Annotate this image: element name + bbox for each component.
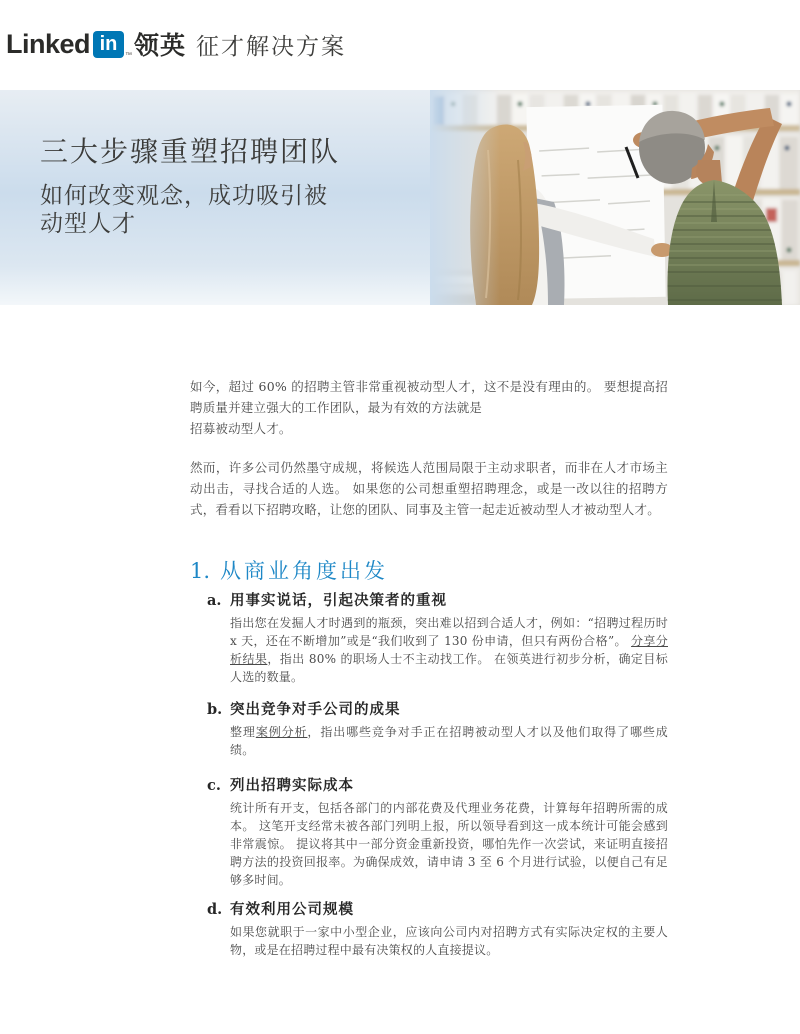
hero-subtitle-line1: 如何改变观念，成功吸引被 — [40, 183, 328, 209]
item-c-letter: c. — [207, 777, 221, 794]
hero-subtitle-line2: 动型人才 — [40, 211, 136, 237]
list-item-c — [190, 775, 668, 889]
photo-left-fade — [430, 90, 500, 305]
product-name: 征才解决方案 — [196, 33, 347, 60]
logo-linked-text: Linked — [6, 28, 91, 59]
trademark-symbol: ™ — [125, 52, 133, 59]
item-b-heading: b. 突出竞争对手公司的成果 — [207, 699, 668, 721]
item-a-heading: a. 用事实说话，引起决策者的重视 — [207, 590, 668, 612]
share-analysis-results-link[interactable]: 分享分析结果 — [230, 634, 668, 666]
office-photo — [430, 90, 800, 305]
item-d-letter: d. — [207, 901, 223, 918]
intro-paragraph-1 — [190, 376, 668, 439]
section-1-heading — [190, 556, 668, 586]
intro-p1-text: 如今，超过 60% 的招聘主管非常重视被动型人才，这不是没有理由的。 要想提高招聘质量并建立强大的工作团队，最为有效的方法就是 — [190, 379, 668, 415]
brand-header — [6, 28, 346, 60]
list-item-a — [190, 590, 668, 686]
section-number: 1. — [190, 559, 211, 583]
item-c-body: 统计所有开支，包括各部门的内部花费及代理业务花费，计算每年招聘所需的成本。 这笔开支经常未被各部门列明上报，所以领导看到这一成本统计可能会感到非常震惊。 提议将其中一部分资金重新投资，哪怕先作一次尝试，来证明直接招聘方法的投资回报率。为确保成效，请申请 3 至 6 个月进行试验，以便自己有足够多时间。 — [230, 801, 668, 887]
hero-banner — [0, 90, 800, 305]
hero-title: 三大步骤重塑招聘团队 — [40, 135, 341, 168]
hero-subtitle — [40, 182, 340, 238]
article-body — [190, 376, 668, 959]
item-b-body: 整理案例分析，指出哪些竞争对手正在招聘被动型人才以及他们取得了哪些成绩。 — [230, 725, 668, 757]
item-c-heading: c. 列出招聘实际成本 — [207, 775, 668, 797]
list-item-b — [190, 699, 668, 759]
intro-paragraph-2: 然而，许多公司仍然墨守成规，将候选人范围局限于主动求职者，而非在人才市场主动出击，寻找合适的人选。 如果您的公司想重塑招聘理念，或是一改以往的招聘方式，看看以下招聘攻略，让您的团队、同事及主管一起走近被动型人才被动型人才。 — [190, 460, 668, 517]
list-item-d — [190, 899, 668, 959]
section-title: 从商业角度出发 — [220, 559, 389, 583]
case-study-link[interactable]: 案例分析 — [255, 725, 308, 739]
item-d-heading: d. 有效利用公司规模 — [207, 899, 668, 921]
intro-p1-lastline: 招募被动型人才。 — [190, 421, 292, 436]
item-a-body: 指出您在发掘人才时遇到的瓶颈，突出难以招到合适人才，例如：“招聘过程历时 x 天，还在不断增加”或是“我们收到了 130 份申请，但只有两份合格”。 分享分析结果，指出 80% 的职场人士不主动找工作。 在领英进行初步分析，确定目标人选的数量。 — [230, 616, 668, 684]
item-d-body: 如果您就职于一家中小型企业，应该向公司内对招聘方式有实际决定权的主要人物，或是在招聘过程中最有决策权的人直接提议。 — [230, 925, 668, 957]
item-a-letter: a. — [207, 592, 222, 609]
logo-chinese-name: 领英 — [134, 32, 187, 60]
item-b-letter: b. — [207, 701, 223, 718]
linkedin-in-icon: in — [93, 31, 124, 58]
